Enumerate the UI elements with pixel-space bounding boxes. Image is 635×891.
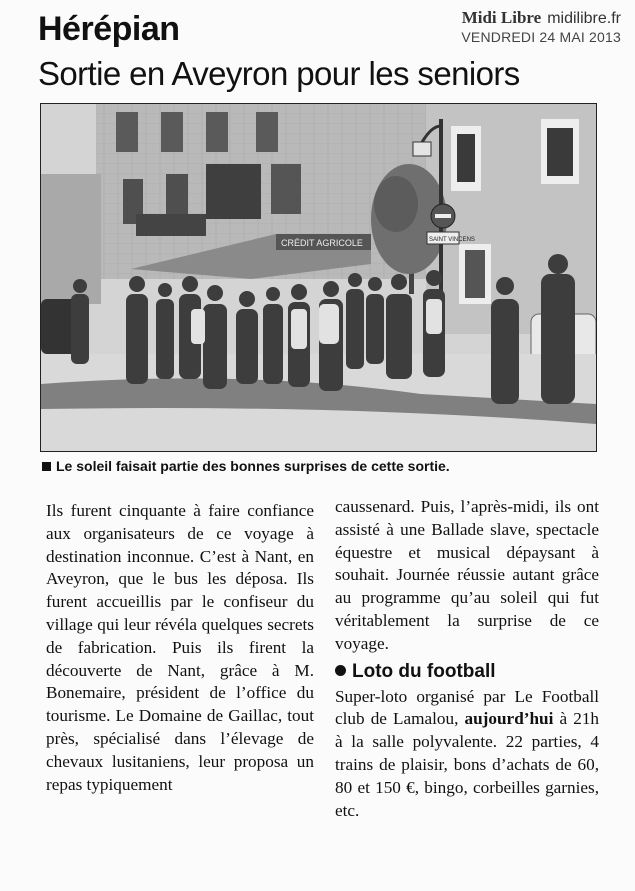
town-heading: Hérépian — [38, 10, 180, 48]
bullet-dot-icon — [335, 665, 346, 676]
group-photo-illustration — [41, 104, 596, 451]
brief-body: Super-loto organisé par Le Football club de Lamalou, aujourd’hui à 21h à la salle polyvalente. 22 parties, 4 trains de plaisir, bons d’achats de 60, 80 et 150 €, bingo, corbeilles garnies, etc. — [335, 686, 600, 820]
street-sign-text: SAINT VINCENS — [429, 237, 475, 243]
newspaper-name: Midi Libre — [461, 8, 542, 27]
bank-sign-text: CRÉDIT AGRICOLE — [281, 238, 363, 248]
newspaper-site: midilibre.fr — [547, 10, 621, 27]
brief-title: Loto du football — [352, 660, 496, 682]
caption-square-icon — [42, 462, 51, 471]
masthead — [461, 8, 621, 45]
article-headline: Sortie en Aveyron pour les seniors — [38, 55, 520, 92]
article-body-left: Ils furent cinquante à faire confiance aux organisateurs de ce voyage à destination inconnue. C’est à Nant, en Aveyron, que le bus les déposa. Ils furent accueillis par le confiseur du village qui leur révéla quelques secrets de fabrication. Puis ils firent la découverte de Nant, grâce à M. Bonemaire, président de l’office du tourisme. Le Domaine de Gaillac, tout près, spécialisé dans l’élevage de chevaux lusitaniens, leur proposa un repas typiquement — [46, 501, 314, 794]
caption-text: Le soleil faisait partie des bonnes surprises de cette sortie. — [56, 458, 450, 474]
article-photo — [40, 103, 597, 452]
brief-date-emphasis: aujourd’hui — [464, 709, 554, 729]
photo-caption — [42, 458, 450, 474]
article-column-right — [335, 496, 599, 822]
article-column-left — [46, 500, 314, 796]
brief-heading — [335, 660, 599, 684]
publication-date: VENDREDI 24 MAI 2013 — [461, 29, 621, 45]
article-body-right: caussenard. Puis, l’après-midi, ils ont assisté à une Ballade slave, spectacle équestre et musical dépaysant à souhait. Journée réussie autant grâce au programme qu’au soleil qui fut véritablement la surprise de ce voyage. — [335, 497, 599, 653]
